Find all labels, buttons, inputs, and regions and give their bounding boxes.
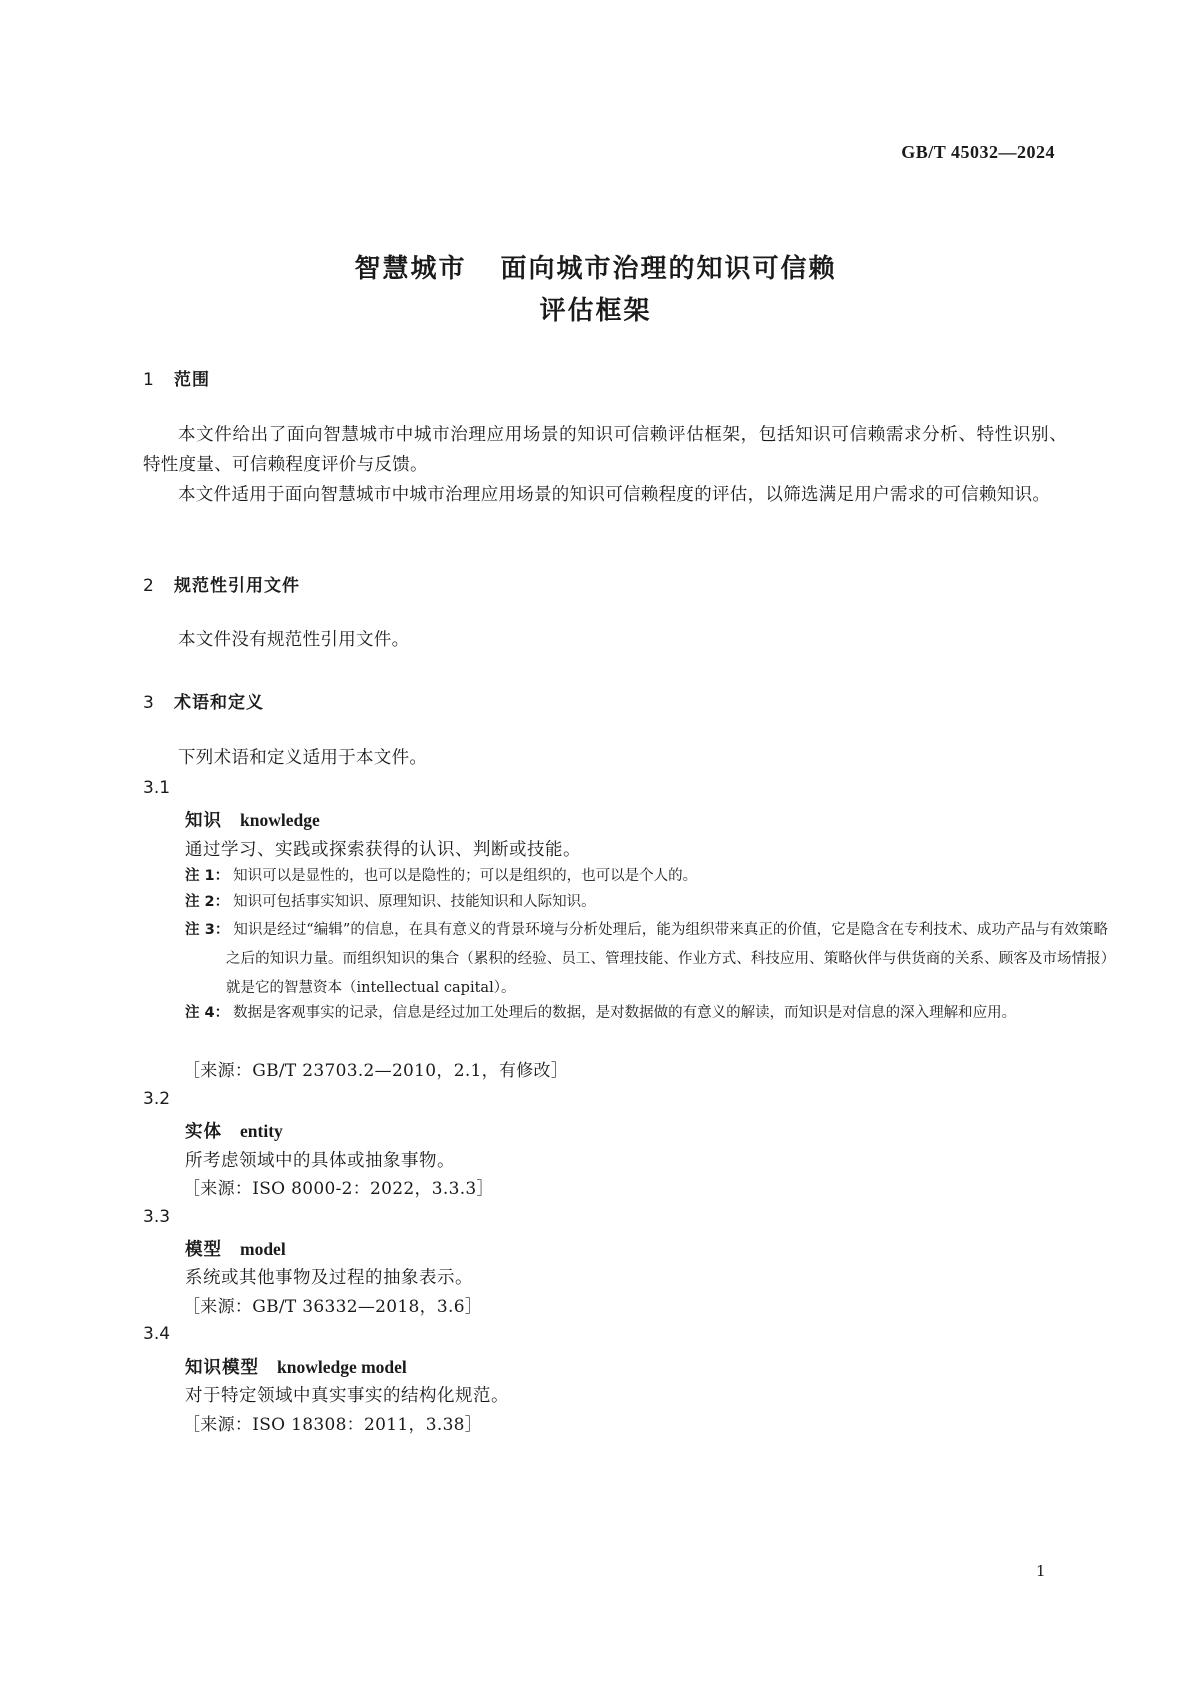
term-definition: 对于特定领域中真实事实的结构化规范。 <box>185 1386 509 1406</box>
clause-number: 3.2 <box>143 1089 171 1109</box>
section-number: 1 <box>143 370 155 390</box>
section-title: 术语和定义 <box>174 693 264 713</box>
terms-intro-paragraph: 下列术语和定义适用于本文件。 <box>178 748 428 768</box>
term-note <box>185 888 1067 917</box>
term-en: model <box>240 1239 286 1259</box>
term-en: knowledge <box>240 810 320 830</box>
term-entry <box>185 1118 283 1143</box>
note-text: 知识可包括事实知识、原理知识、技能知识和人际知识。 <box>233 894 596 910</box>
scope-paragraph-2: 本文件适用于面向智慧城市中城市治理应用场景的知识可信赖程度的评估，以筛选满足用户需求的可信赖知识。 <box>178 485 1051 505</box>
clause-number: 3.3 <box>143 1207 171 1227</box>
term-entry <box>185 807 320 832</box>
term-note <box>185 862 1067 891</box>
note-label: 注 3： <box>185 922 230 938</box>
note-label: 注 1： <box>185 868 230 884</box>
term-zh: 实体 <box>185 1122 222 1142</box>
term-definition: 通过学习、实践或探索获得的认识、判断或技能。 <box>185 840 581 860</box>
term-source: ［来源：ISO 18308：2011，3.38］ <box>183 1415 483 1435</box>
term-definition: 系统或其他事物及过程的抽象表示。 <box>185 1268 473 1288</box>
clause-number: 3.4 <box>143 1324 171 1344</box>
page-number: 1 <box>1036 1562 1046 1580</box>
term-zh: 模型 <box>185 1240 222 1260</box>
term-en: entity <box>240 1121 283 1141</box>
standard-code: GB/T 45032—2024 <box>901 142 1055 162</box>
section-heading-scope <box>143 365 210 390</box>
note-label: 注 2： <box>185 894 230 910</box>
note-text: 知识可以是显性的，也可以是隐性的；可以是组织的，也可以是个人的。 <box>233 868 698 884</box>
section-number: 3 <box>143 693 155 713</box>
term-note <box>185 999 1108 1028</box>
term-entry <box>185 1236 286 1261</box>
document-title-line-2: 评估框架 <box>539 296 652 326</box>
section-heading-normative-references <box>143 571 300 596</box>
note-label: 注 4： <box>185 1005 230 1021</box>
term-en: knowledge model <box>277 1357 407 1377</box>
normative-references-paragraph: 本文件没有规范性引用文件。 <box>178 630 410 650</box>
term-source: ［来源：ISO 8000-2：2022，3.3.3］ <box>183 1179 494 1199</box>
title-part-1: 智慧城市 <box>354 254 467 284</box>
term-source: ［来源：GB/T 23703.2—2010，2.1，有修改］ <box>183 1061 569 1081</box>
term-definition: 所考虑领域中的具体或抽象事物。 <box>185 1151 455 1171</box>
section-number: 2 <box>143 576 155 596</box>
note-text: 知识是经过“编辑”的信息，在具有意义的背景环境与分析处理后，能为组织带来真正的价值，它是隐含在专利技术、成功产品与有效策略之后的知识力量。而组织知识的集合（累积的经验、员工、管理技能、作业方式、科技应用、策略伙伴与供货商的关系、顾客及市场情报）就是它的智慧资本（intellectual capital）。 <box>226 922 1108 996</box>
title-part-2: 面向城市治理的知识可信赖 <box>500 254 837 284</box>
term-note <box>185 916 1108 1003</box>
term-entry <box>185 1354 407 1379</box>
term-zh: 知识 <box>185 811 222 831</box>
term-source: ［来源：GB/T 36332—2018，3.6］ <box>183 1297 483 1317</box>
note-text: 数据是客观事实的记录，信息是经过加工处理后的数据，是对数据做的有意义的解读，而知识是对信息的深入理解和应用。 <box>233 1005 1017 1021</box>
document-title <box>0 248 1191 285</box>
term-zh: 知识模型 <box>185 1358 259 1378</box>
section-heading-terms <box>143 688 264 713</box>
clause-number: 3.1 <box>143 778 171 798</box>
scope-paragraph-1: 本文件给出了面向智慧城市中城市治理应用场景的知识可信赖评估框架，包括知识可信赖需求分析、特性识别、特性度量、可信赖程度评价与反馈。 <box>143 425 1067 475</box>
section-title: 规范性引用文件 <box>174 576 300 596</box>
section-title: 范围 <box>174 370 210 390</box>
